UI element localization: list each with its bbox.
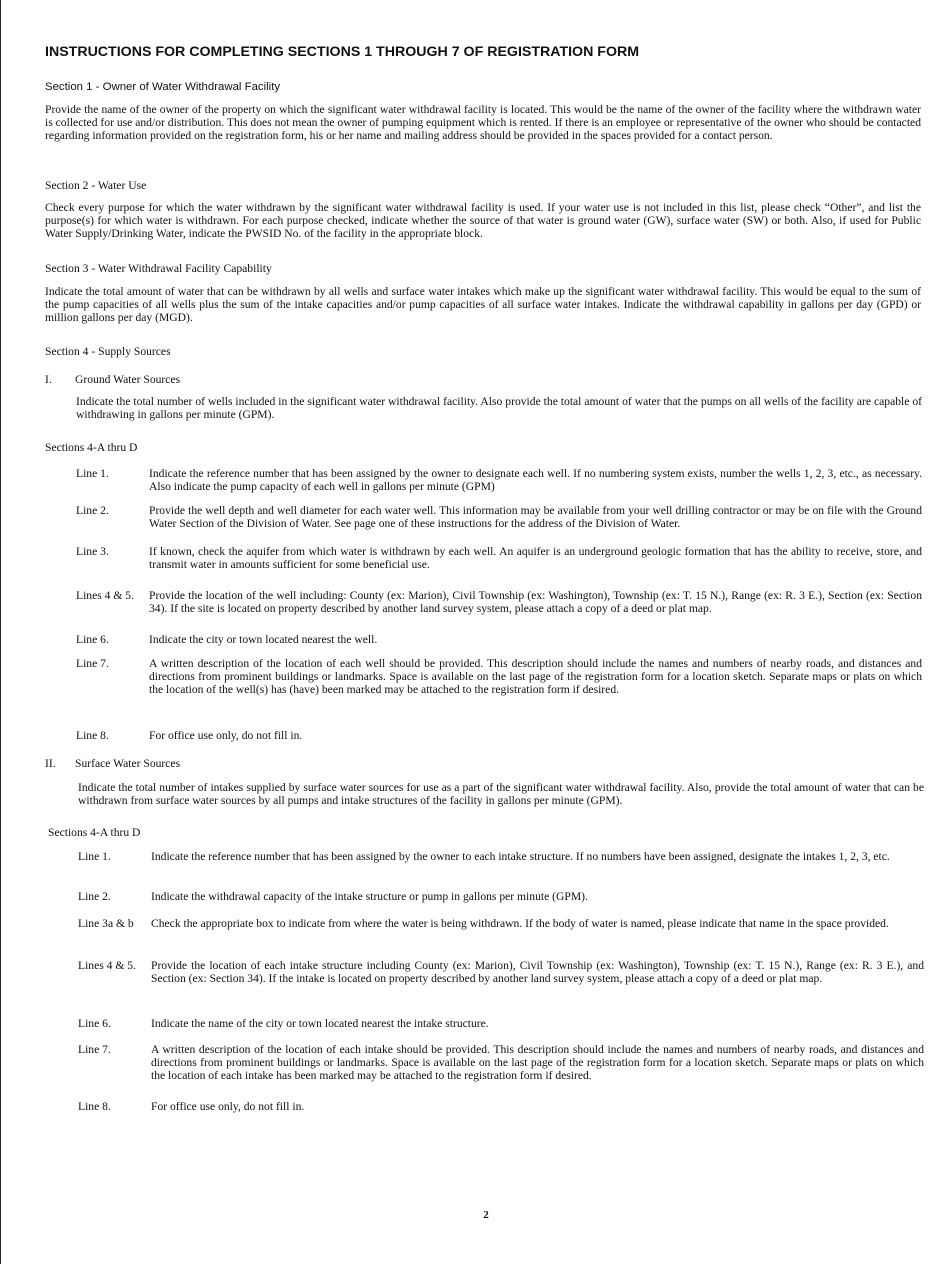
line-text: Indicate the reference number that has been assigned by the owner to designate each well. If no numbering system exists, number the wells 1, 2, 3, etc., as necessary. Also indicate the pump capacity of each well in gallons per minute (GPM) [149, 467, 922, 493]
line-text: Provide the well depth and well diameter for each water well. This information may be available from your well drilling contractor or may be on file with the Ground Water Section of the Division of Water. See page one of these instructions for the address of the Division of Water. [149, 504, 922, 530]
line-label: Line 8. [76, 729, 109, 742]
line-text: For office use only, do not fill in. [151, 1100, 305, 1113]
line-text: Provide the location of each intake structure including County (ex: Marion), Civil Township (ex: Washington), Township (ex: T. 15 N.), Range (ex: R. 3 E.), and Section (ex: Section 34). If the intake is located on property described by another land survey system, please attach a copy of a deed or plat map. [151, 959, 924, 985]
line-label: Line 1. [76, 467, 109, 480]
line-text: If known, check the aquifer from which water is withdrawn by each well. An aquifer is an underground geologic formation that has the ability to receive, store, and transmit water in amounts sufficient for some beneficial use. [149, 545, 922, 571]
roman-numeral: II. [45, 757, 56, 770]
line-text: Indicate the reference number that has been assigned by the owner to each intake structure. If no numbers have been assigned, designate the intakes 1, 2, 3, etc. [151, 850, 890, 863]
line-text: Check the appropriate box to indicate from where the water is being withdrawn. If the body of water is named, please indicate that name in the space provided. [151, 917, 889, 930]
line-label: Line 3a & b [78, 917, 134, 930]
section-3-text: Indicate the total amount of water that can be withdrawn by all wells and surface water intakes which make up the significant water withdrawal facility. This would be equal to the sum of the pump capacities of all wells plus the sum of the intake capacities and/or pump capacities of all surface water intakes. Indicate the withdrawal capability in gallons per day (GPD) or million gallons per day (MGD). [45, 285, 921, 324]
line-label: Line 2. [78, 890, 111, 903]
line-label: Line 6. [76, 633, 109, 646]
section-2-heading: Section 2 - Water Use [45, 179, 147, 192]
line-text: Indicate the withdrawal capacity of the intake structure or pump in gallons per minute (GPM). [151, 890, 588, 903]
surface-water-label: Surface Water Sources [75, 757, 181, 770]
surface-sections-heading: Sections 4-A thru D [48, 826, 141, 839]
ground-water-text: Indicate the total number of wells included in the significant water withdrawal facility. Also provide the total amount of water that the pumps on all wells of the facility are capable of withdrawing in gallons per minute (GPM). [76, 395, 922, 421]
line-label: Line 6. [78, 1017, 111, 1030]
section-3-heading: Section 3 - Water Withdrawal Facility Capability [45, 262, 272, 275]
line-label: Line 7. [78, 1043, 111, 1056]
line-text: A written description of the location of each intake should be provided. This description should include the names and numbers of nearby roads, and distances and directions from prominent buildings or landmarks. Space is available on the last page of the registration form for a location sketch. Separate maps or plats on which the location of each intake has been marked may be attached to the registration form if desired. [151, 1043, 924, 1082]
line-label: Line 8. [78, 1100, 111, 1113]
line-text: Indicate the name of the city or town located nearest the intake structure. [151, 1017, 489, 1030]
surface-water-text: Indicate the total number of intakes supplied by surface water sources for use as a part of the significant water withdrawal facility. Also, provide the total amount of water that can be withdrawn from surface water sources by all pumps and intake structures of the facility in gallons per minute (GPM). [78, 781, 924, 807]
line-label: Lines 4 & 5. [78, 959, 136, 972]
line-text: Provide the location of the well including: County (ex: Marion), Civil Township (ex: Washington), Township (ex: T. 15 N.), Range (ex: R. 3 E.), Section (ex: Section 34). If the site is located on property described by another land survey system, please attach a copy of a deed or plat map. [149, 589, 922, 615]
section-1-heading: Section 1 - Owner of Water Withdrawal Facility [45, 81, 281, 93]
line-label: Lines 4 & 5. [76, 589, 134, 602]
line-label: Line 1. [78, 850, 111, 863]
page-number: 2 [483, 1209, 489, 1221]
section-2-text: Check every purpose for which the water withdrawn by the significant water withdrawal facility is used. If your water use is not included in this list, please check “Other”, and list the purpose(s) for which water is withdrawn. For each purpose checked, indicate whether the source of that water is ground water (GW), surface water (SW) or both. Also, if used for Public Water Supply/Drinking Water, indicate the PWSID No. of the facility in the appropriate block. [45, 201, 921, 240]
line-label: Line 2. [76, 504, 109, 517]
line-label: Line 3. [76, 545, 109, 558]
ground-water-label: Ground Water Sources [75, 373, 181, 386]
roman-numeral: I. [45, 373, 52, 386]
line-text: For office use only, do not fill in. [149, 729, 303, 742]
ground-sections-heading: Sections 4-A thru D [45, 441, 138, 454]
document-title: INSTRUCTIONS FOR COMPLETING SECTIONS 1 THROUGH 7 OF REGISTRATION FORM [45, 44, 640, 60]
line-text: Indicate the city or town located nearest the well. [149, 633, 378, 646]
section-1-text: Provide the name of the owner of the property on which the significant water withdrawal facility is located. This would be the name of the owner of the facility where the withdrawn water is collected for use and/or distribution. This does not mean the owner of pumping equipment which is rented. If there is an employee or representative of the owner who should be contacted regarding information provided on the registration form, his or her name and mailing address should be provided in the spaces provided for a contact person. [45, 103, 921, 142]
line-text: A written description of the location of each well should be provided. This description should include the names and numbers of nearby roads, and distances and directions from prominent buildings or landmarks. Space is available on the last page of the registration form for a location sketch. Separate maps or plats on which the location of the well(s) has (have) been marked may be attached to the registration form if desired. [149, 657, 922, 696]
section-4-heading: Section 4 - Supply Sources [45, 345, 171, 358]
line-label: Line 7. [76, 657, 109, 670]
